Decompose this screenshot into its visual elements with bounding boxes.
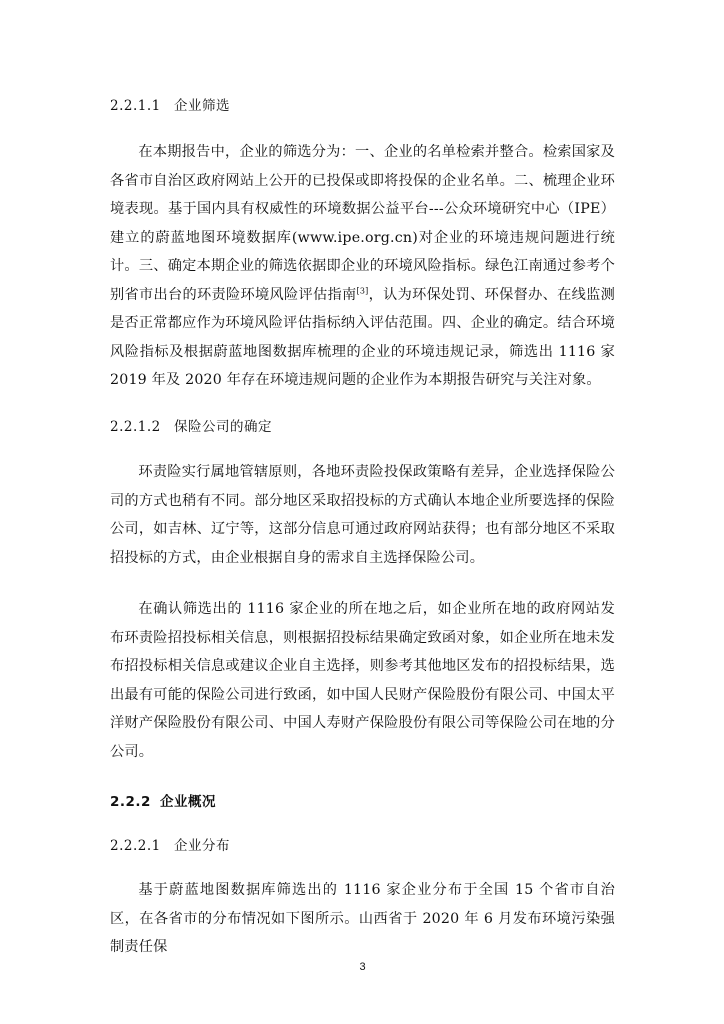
paragraph-enterprise-screening <box>110 138 615 395</box>
section-heading-2-2-1-1 <box>110 94 230 114</box>
section-title: 企业筛选 <box>174 98 230 114</box>
paragraph-enterprise-distribution: 基于蔚蓝地图数据库筛选出的 1116 家企业分布于全国 15 个省市自治区，在各省市的分布情况如下图所示。山西省于 2020 年 6 月发布环境污染强制责任保 <box>110 882 615 955</box>
section-title: 保险公司的确定 <box>174 419 272 435</box>
citation-reference: [3] <box>356 285 369 295</box>
document-page <box>110 0 615 1024</box>
section-title: 企业概况 <box>160 794 216 810</box>
section-number: 2.2.2.1 <box>110 838 161 854</box>
section-number: 2.2.2 <box>110 794 151 810</box>
section-heading-2-2-1-2 <box>110 415 272 435</box>
section-number: 2.2.1.1 <box>110 98 161 114</box>
paragraph-text: ，认为环保处罚、环保督办、在线监测是否正常都应作为环境风险评估指标纳入评估范围。四、企业的确定。结合环境风险指标及根据蔚蓝地图数据库梳理的企业的环境违规记录，筛选出 1116 家 2019 年及 2020 年存在环境违规问题的企业作为本期报告研究与关注对象。 <box>110 286 615 388</box>
section-title: 企业分布 <box>174 838 230 854</box>
section-number: 2.2.1.2 <box>110 419 161 435</box>
paragraph-text: 在本期报告中，企业的筛选分为：一、企业的名单检索并整合。检索国家及各省市自治区政府网站上公开的已投保或即将投保的企业名单。二、梳理企业环境表现。基于国内具有权威性的环境数据公益平台---公众环境研究中心（IPE）建立的蔚蓝地图环境数据库(www.ipe.org.cn)对企业的环境违规问题进行统计。三、确定本期企业的筛选依据即企业的环境风险指标。绿色江南通过参考个别省市出台的环责险环境风险评估指南 <box>110 144 615 303</box>
page-number: 3 <box>359 961 366 973</box>
section-heading-2-2-2-1 <box>110 834 230 854</box>
paragraph-insurer-selection: 环责险实行属地管辖原则，各地环责险投保政策略有差异，企业选择保险公司的方式也稍有不同。部分地区采取招投标的方式确认本地企业所要选择的保险公司，如吉林、辽宁等，这部分信息可通过政府网站获得；也有部分地区不采取招投标的方式，由企业根据自身的需求自主选择保险公司。 <box>110 464 615 566</box>
section-heading-2-2-2 <box>110 790 216 810</box>
paragraph-insurer-letters: 在确认筛选出的 1116 家企业的所在地之后，如企业所在地的政府网站发布环责险招投标相关信息，则根据招投标结果确定致函对象，如企业所在地未发布招投标相关信息或建议企业自主选择，则参考其他地区发布的招投标结果，选出最有可能的保险公司进行致函，如中国人民财产保险股份有限公司、中国太平洋财产保险股份有限公司、中国人寿财产保险股份有限公司等保险公司在地的分公司。 <box>110 601 615 760</box>
